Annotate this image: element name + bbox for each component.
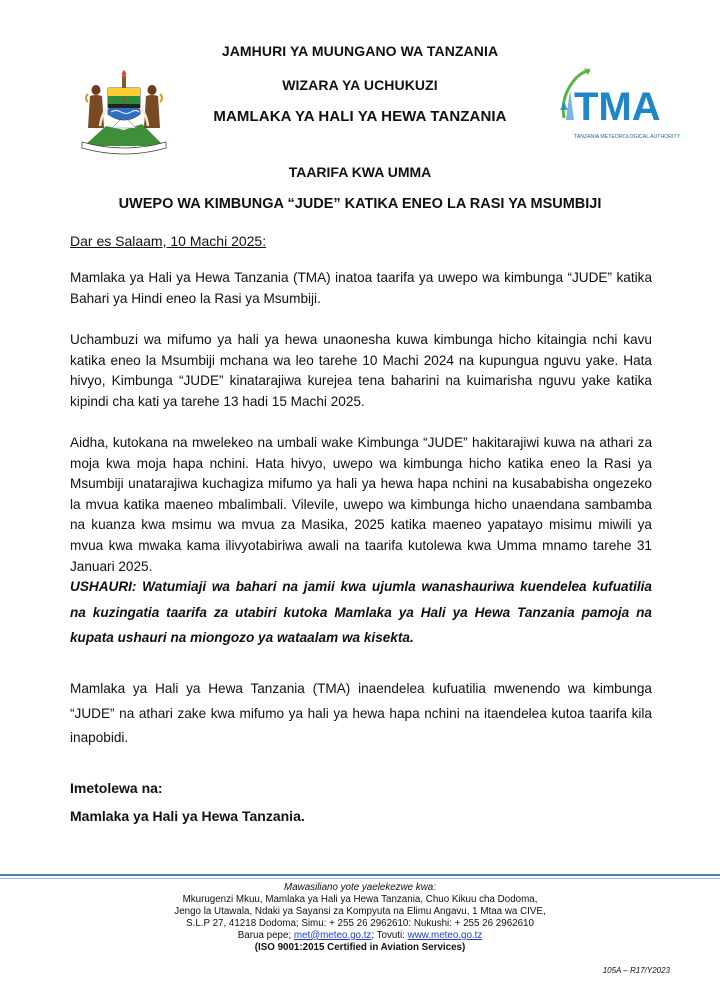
footer-contact-links bbox=[0, 930, 720, 942]
footer-intro: Mawasiliano yote yaelekezwe kwa: bbox=[284, 882, 436, 893]
web-label: ; Tovuti: bbox=[371, 929, 408, 941]
footer-contact bbox=[0, 882, 720, 953]
authority-name: MAMLAKA YA HALI YA HEWA TANZANIA bbox=[213, 108, 507, 125]
footer-divider-thin bbox=[0, 878, 720, 879]
footer-address-line2: Jengo la Utawala, Ndaki ya Sayansi za Kompyuta na Elimu Angavu, 1 Mtaa wa CIVE, bbox=[174, 905, 546, 917]
paragraph-analysis: Uchambuzi wa mifumo ya hali ya hewa unaonesha kuwa kimbunga hicho kitaingia nchi kavu katika eneo la Msumbiji mchana wa leo tarehe 10 Machi 2024 na kupungua nguvu yake. Hata hivyo, Kimbunga “JUDE” kinatarajiwa kurejea tena baharini na kuimarisha nguvu yake katika kipindi cha kati ya tarehe 13 hadi 15 Machi 2025. bbox=[70, 332, 652, 409]
email-label: Barua pepe; bbox=[237, 929, 294, 941]
tma-logo-icon bbox=[550, 66, 681, 146]
tma-logo-text: TMA bbox=[574, 85, 661, 129]
footer-divider bbox=[0, 874, 720, 876]
ministry-name: WIZARA YA UCHUKUZI bbox=[282, 77, 438, 93]
paragraph-advice: USHAURI: Watumiaji wa bahari na jamii kwa ujumla wanashauriwa kuendelea kufuatilia na kuzingatia taarifa za utabiri kutoka Mamlaka ya Hali ya Hewa Tanzania pamoja na kupata ushauri na miongozo ya wataalam wa kisekta. bbox=[70, 579, 652, 645]
tma-logo-subtext: TANZANIA METEOROLOGICAL AUTHORITY bbox=[574, 134, 681, 140]
iso-certification: (ISO 9001:2015 Certified in Aviation Services) bbox=[254, 941, 466, 953]
paragraph-closing: Mamlaka ya Hali ya Hewa Tanzania (TMA) inaendelea kufuatilia mwenendo wa kimbunga “JUDE” na athari zake kwa mifumo ya hali ya hewa hapa nchini na itaendelea kutoa taarifa kila inapobidi. bbox=[70, 681, 652, 745]
issuer-name: Mamlaka ya Hali ya Hewa Tanzania. bbox=[70, 808, 305, 824]
document-number: 105A – R17/Y2023 bbox=[602, 966, 670, 975]
paragraph-impact: Aidha, kutokana na mwelekeo na umbali wake Kimbunga “JUDE” hakitarajiwi kuwa na athari za moja kwa moja hapa nchini. Hata hivyo, uwepo wa kimbunga hicho katika eneo la Rasi ya Msumbiji unatarajiwa kuchagiza mifumo ya hali ya hewa hapa nchini na kusababisha ongezeko la mvua katika maeneo mbalimbali. Vilevile, uwepo wa kimbunga hicho unaendana sambamba na kuanza kwa msimu wa mvua za Masika, 2025 katika maeneo yapatayo misimu miwili ya mvua kwa mwaka kama ilivyotabiriwa awali na taarifa kutolewa kwa Umma mnamo tarehe 31 Januari 2025. bbox=[70, 435, 652, 574]
issued-by-label: Imetolewa na: bbox=[70, 780, 163, 796]
paragraph-intro: Mamlaka ya Hali ya Hewa Tanzania (TMA) inatoa taarifa ya uwepo wa kimbunga “JUDE” katika Bahari ya Hindi eneo la Rasi ya Msumbiji. bbox=[70, 270, 652, 306]
website-link[interactable]: www.meteo.go.tz bbox=[407, 929, 483, 941]
dateline: Dar es Salaam, 10 Machi 2025: bbox=[70, 233, 267, 249]
republic-name: JAMHURI YA MUUNGANO WA TANZANIA bbox=[221, 43, 499, 59]
notice-subtitle: UWEPO WA KIMBUNGA “JUDE” KATIKA ENEO LA RASI YA MSUMBIJI bbox=[118, 196, 602, 212]
email-link[interactable]: met@meteo.go.tz bbox=[293, 929, 372, 941]
footer-address-line3: S.L.P 27, 41218 Dodoma; Simu: + 255 26 2962610: Nukushi: + 255 26 2962610 bbox=[186, 917, 534, 929]
footer-address-line1: Mkurugenzi Mkuu, Mamlaka ya Hali ya Hewa Tanzania, Chuo Kikuu cha Dodoma, bbox=[182, 893, 538, 905]
notice-title: TAARIFA KWA UMMA bbox=[288, 164, 432, 180]
